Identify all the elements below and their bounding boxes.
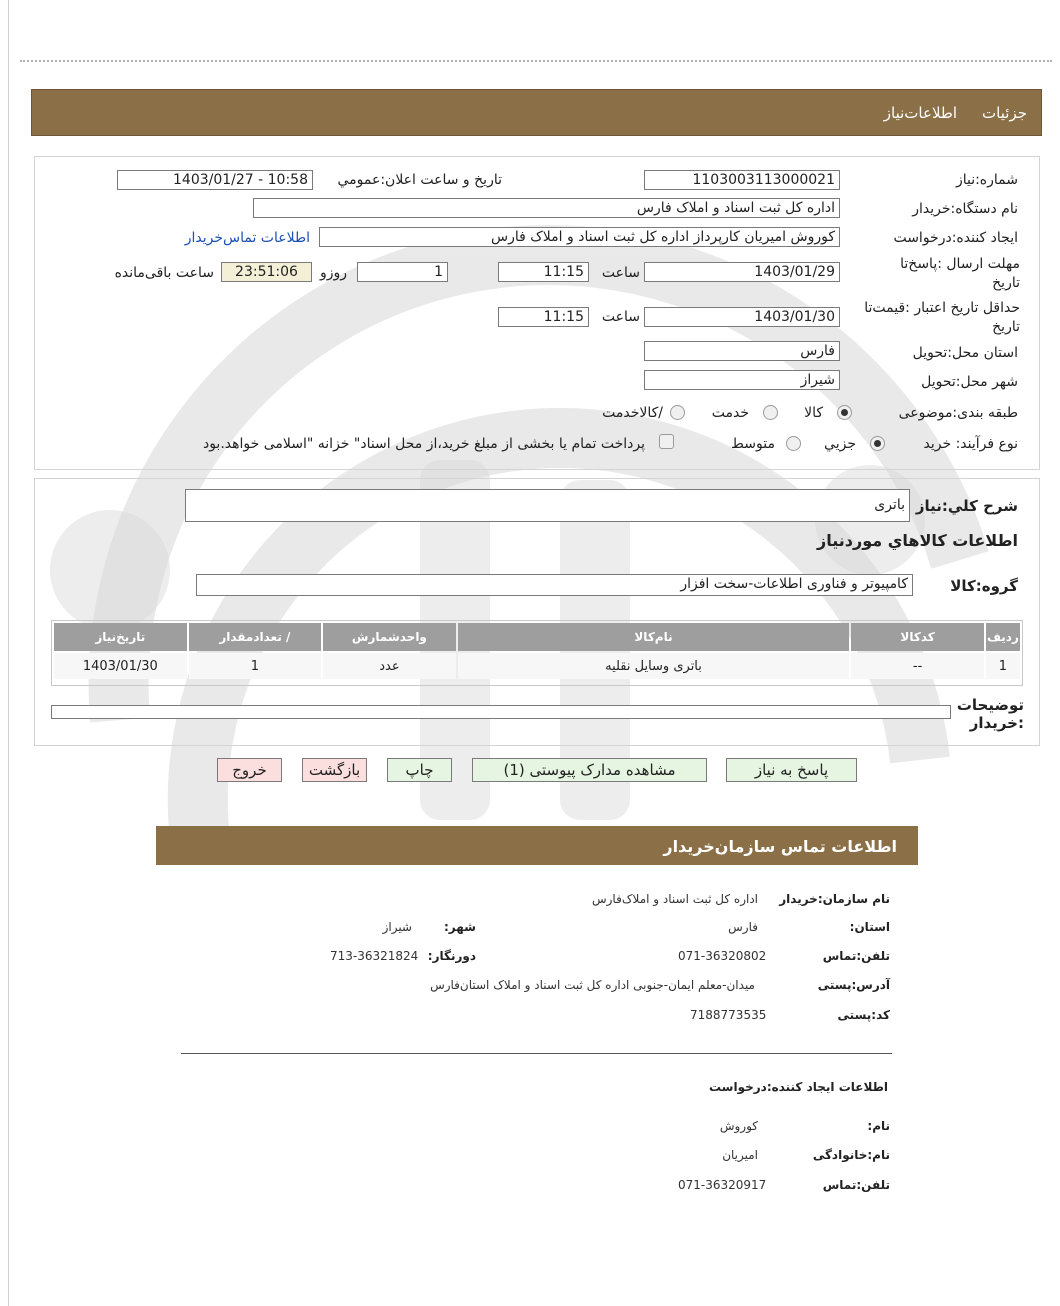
contact-province-label: استان: [849,920,890,934]
creator-phone: 071-36320917 [678,1178,767,1192]
col-code: کدکالا [851,623,984,651]
contact-address-label: آدرس:پستی [817,978,890,992]
reply-button[interactable]: پاسخ به نیاز [726,758,857,782]
creator-label: ایجاد کننده:درخواست [893,230,1018,246]
process-medium-label: متوسط [731,436,775,452]
buyer-org-label: نام دستگاه:خریدار [912,201,1018,217]
print-button[interactable]: چاپ [387,758,452,782]
col-row: ردیف [986,623,1020,651]
category-label: طبقه بندی:موضوعی [898,405,1018,421]
contact-postal-label: کد:پستی [837,1008,890,1022]
province-field: فارس [644,341,840,361]
creator-family-label: نام:خانوادگی [812,1148,890,1162]
contact-header: اطلاعات تماس سازمان‌خریدار [663,837,897,856]
contact-city-label: شهر: [444,920,476,934]
remaining-time-field: 23:51:06 [221,262,312,282]
contact-phone-label: تلفن:تماس [822,949,890,963]
contact-province: فارس [728,920,758,934]
category-goods-service-radio[interactable] [670,405,685,420]
creator-phone-label: تلفن:تماس [822,1178,890,1192]
need-number-label: شماره:نیاز [955,172,1018,188]
process-minor-radio[interactable] [870,436,885,451]
treasury-payment-checkbox[interactable] [659,434,674,449]
days-label: روزو [319,265,347,281]
creator-family: امیریان [722,1148,758,1162]
need-number-field: 1103003113000021 [644,170,840,190]
process-label: نوع فرآیند: خرید [923,436,1018,452]
col-name: نام‌کالا [458,623,850,651]
days-field: 1 [357,262,448,282]
validity-date-field: 1403/01/30 [644,307,840,327]
tab-need-info[interactable]: اطلاعات‌نیاز [883,104,957,122]
group-label: گروه:کالا [950,577,1018,595]
creator-info-header: اطلاعات ایجاد کننده:درخواست [708,1080,888,1094]
group-field: کامپیوتر و فناوری اطلاعات-سخت افزار [196,574,913,596]
city-label: شهر محل:تحویل [921,374,1018,390]
contact-org: اداره کل ثبت اسناد و املاک‌فارس [591,892,758,906]
buyer-notes-field [51,705,951,719]
process-minor-label: جزیي [824,436,856,452]
cell-unit: عدد [323,653,456,679]
contact-postal: 7188773535 [690,1008,767,1022]
province-label: استان محل:تحویل [912,345,1018,361]
buyer-contact-link[interactable]: اطلاعات تماس‌خریدار [184,230,310,246]
category-service-radio[interactable] [763,405,778,420]
announce-field: 1403/01/27 - 10:58 [117,170,313,190]
deadline-time-label: ساعت [601,265,640,281]
attachments-button[interactable]: مشاهده مدارک پیوستی (1) [472,758,707,782]
process-medium-radio[interactable] [786,436,801,451]
summary-field: باتری [185,489,910,522]
deadline-time-field: 11:15 [498,262,589,282]
cell-name: باتری وسایل نقلیه [458,653,850,679]
cell-qty: 1 [189,653,322,679]
contact-phone: 071-36320802 [678,949,767,963]
category-goods-service-label: /کالاخدمت [602,405,663,421]
col-unit: واحدشمارش [323,623,456,651]
contact-fax: 713-36321824 [330,949,419,963]
tab-details[interactable]: جزئیات [982,104,1027,122]
contact-fax-label: دورنگار: [427,949,476,963]
validity-time-field: 11:15 [498,307,589,327]
deadline-date-field: 1403/01/29 [644,262,840,282]
deadline-label: مهلت ارسال :پاسخ‌تا تاریخ [900,256,1020,291]
buyer-notes-label: توضیحات :خریدار [956,696,1024,732]
col-date: تاریخ‌نیاز [54,623,187,651]
category-goods-label: کالا [804,405,823,421]
cell-date: 1403/01/30 [54,653,187,679]
creator-field: کوروش امیریان کارپرداز اداره کل ثبت اسناد و املاک فارس [319,227,840,247]
contact-city: شیراز [382,920,412,934]
treasury-payment-note: پرداخت تمام یا بخشی از مبلغ خرید،از محل اسناد" خزانه "اسلامی خواهد.بود [202,436,645,452]
category-goods-radio[interactable] [837,405,852,420]
contact-address: میدان-معلم ایمان-جنوبی اداره کل ثبت اسناد و املاک استان‌فارس [430,978,755,992]
back-button[interactable]: بازگشت [302,758,367,782]
city-field: شیراز [644,370,840,390]
contact-org-label: نام سازمان:خریدار [779,892,890,906]
creator-name-label: نام: [867,1119,890,1133]
items-table [52,621,1022,681]
table-row [54,653,1020,679]
col-qty: / تعدادمقدار [189,623,322,651]
goods-header: اطلاعات کالاهاي موردنیاز [817,531,1018,550]
validity-label: حداقل تاریخ اعتبار :قیمت‌تا تاریخ [864,300,1020,335]
remaining-label: ساعت باقی‌مانده [114,265,214,281]
exit-button[interactable]: خروج [217,758,282,782]
summary-label: شرح کلي:نیاز [915,497,1018,515]
announce-label: تاریخ و ساعت اعلان:عمومي [337,172,502,188]
contact-divider [181,1053,892,1054]
category-service-label: خدمت [711,405,749,421]
creator-name: کوروش [719,1119,758,1133]
cell-row: 1 [986,653,1020,679]
validity-time-label: ساعت [601,309,640,325]
cell-code: -- [851,653,984,679]
buyer-org-field: اداره کل ثبت اسناد و املاک فارس [253,198,840,218]
